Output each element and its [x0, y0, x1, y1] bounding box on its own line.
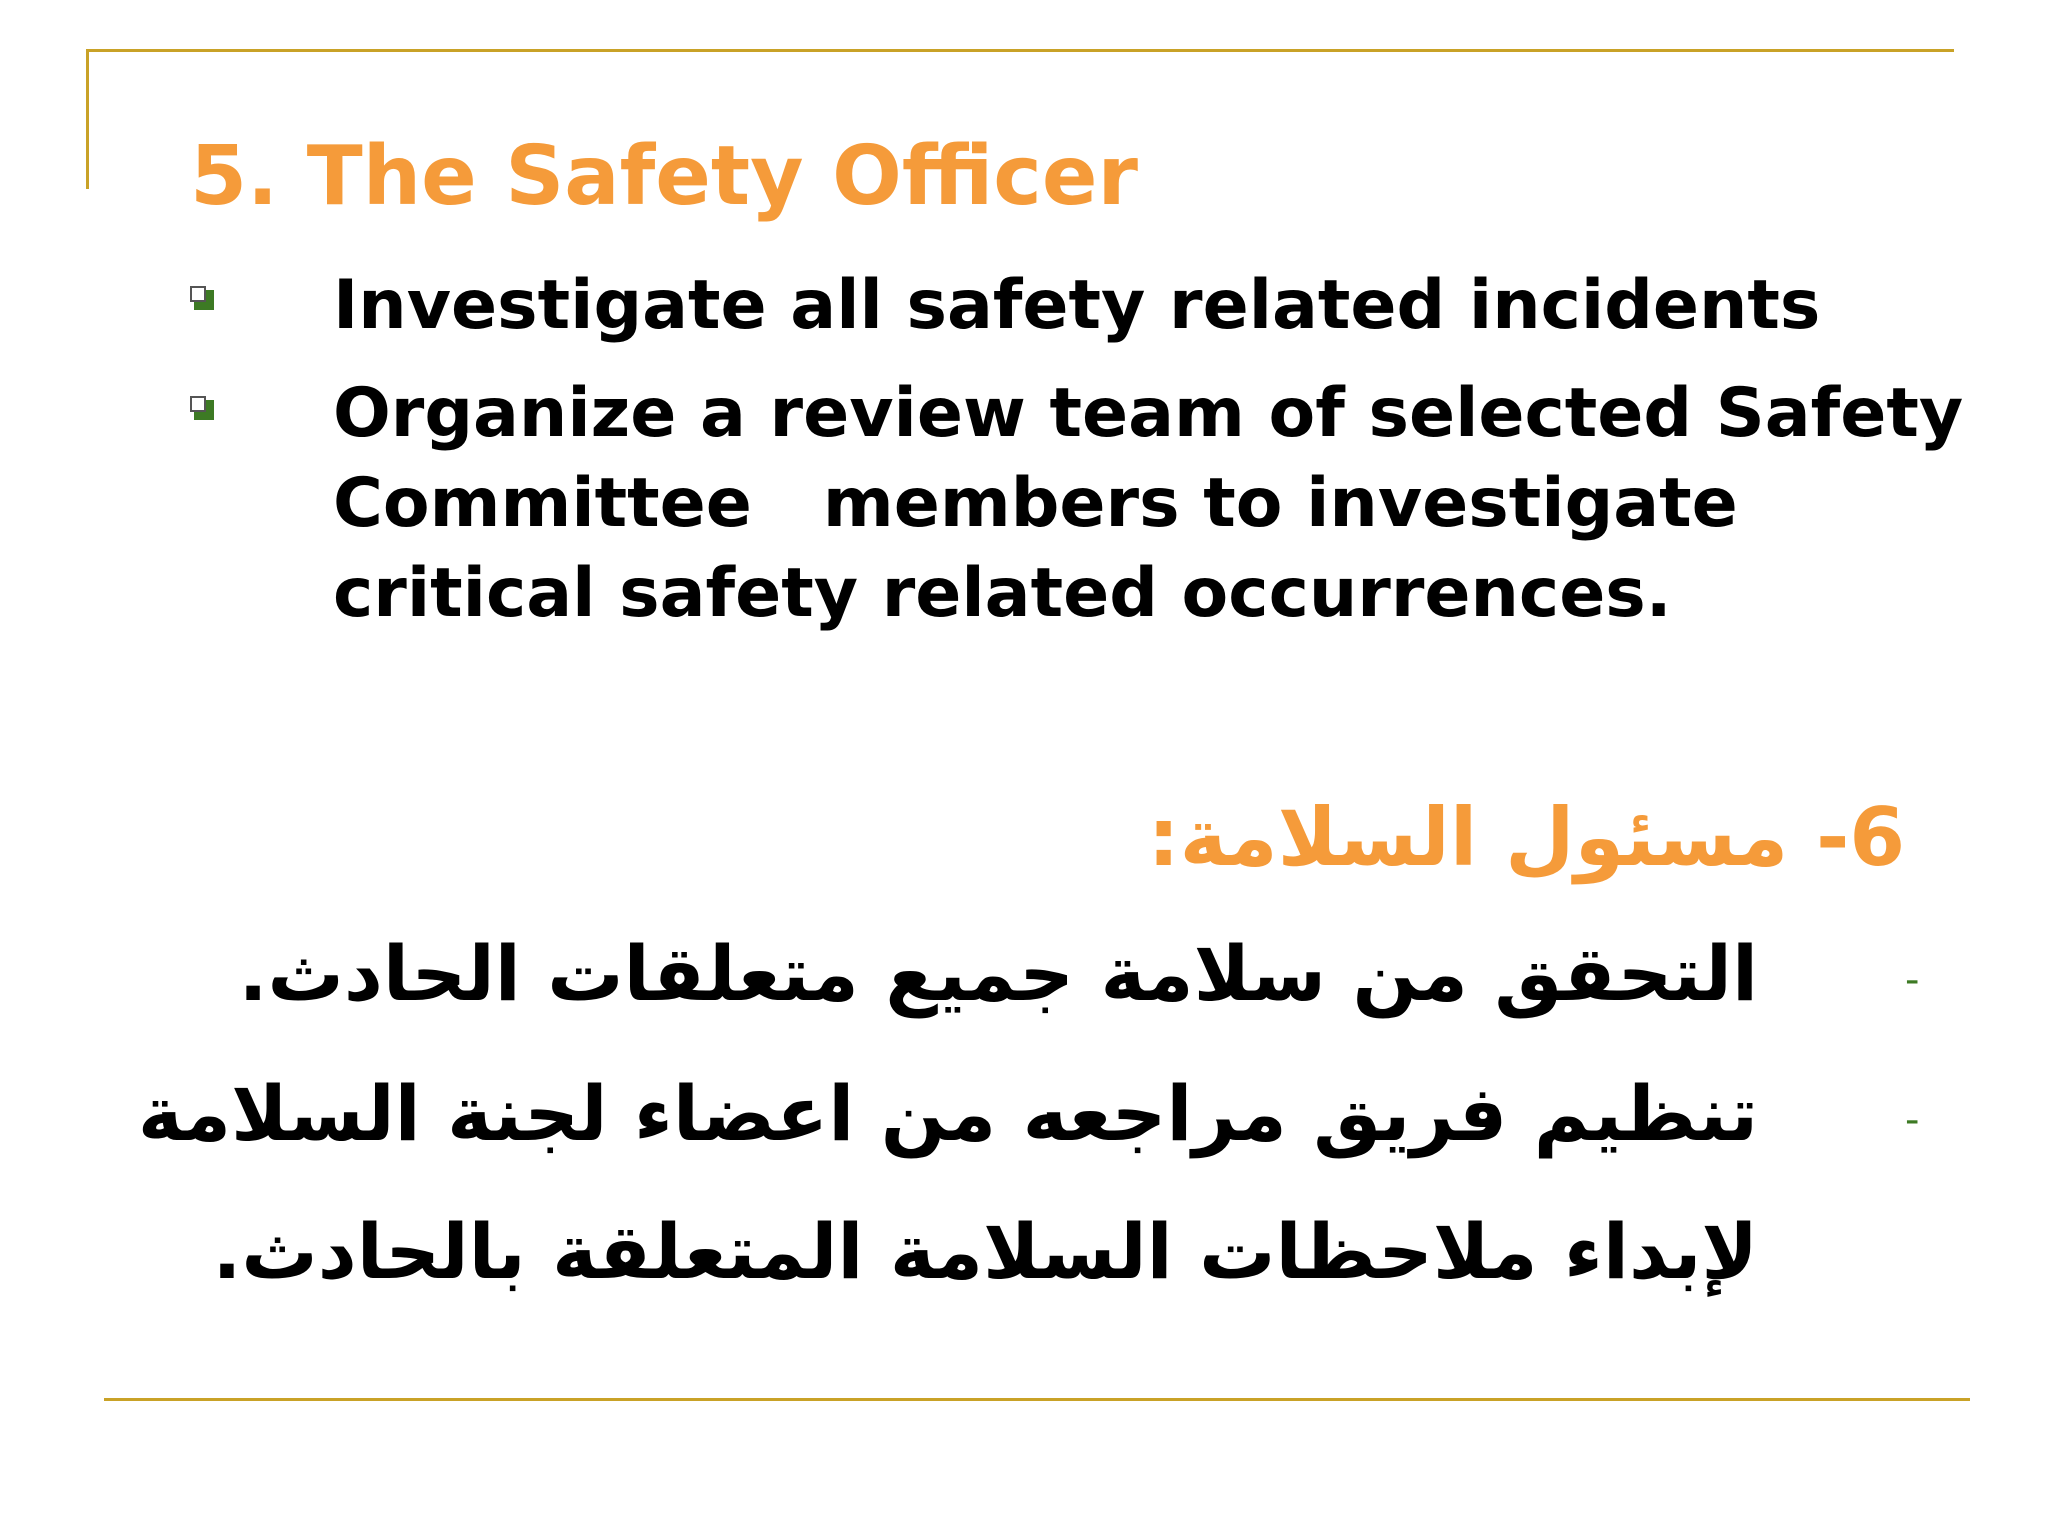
arabic-bullet-1-line-1: التحقق من سلامة جميع متعلقات الحادث. — [238, 929, 1758, 1018]
english-bullet-2 — [333, 369, 1963, 639]
slide-title: 5. The Safety Officer — [190, 129, 1138, 224]
arabic-bullet-2-line-1: تنظيم فريق مراجعه من اعضاء لجنة السلامة — [137, 1069, 1758, 1158]
english-bullet-2-line-3: critical safety related occurrences. — [333, 554, 1672, 633]
english-bullet-1-line-1: Investigate all safety related incidents — [333, 266, 1821, 345]
arabic-bullet-1 — [239, 905, 1758, 1043]
arabic-bullet-2-dash: - — [1905, 1097, 1920, 1143]
english-bullet-2-line-1: Organize a review team of selected Safety — [333, 374, 1964, 453]
arabic-bullet-2-line-2: لإبداء ملاحظات السلامة المتعلقة بالحادث. — [212, 1207, 1758, 1296]
english-bullet-2-line-2: Committee members to investigate — [333, 464, 1738, 543]
arabic-heading: 6- مسئول السلامة: — [1147, 791, 1905, 884]
frame-left-line — [86, 49, 89, 189]
square-bullet-icon — [190, 396, 214, 420]
square-bullet-icon — [190, 286, 214, 310]
arabic-bullet-2 — [138, 1045, 1758, 1321]
arabic-bullet-1-dash: - — [1905, 957, 1920, 1003]
frame-top-line — [86, 49, 1954, 52]
frame-bottom-line — [104, 1398, 1970, 1401]
english-bullet-1 — [333, 261, 1820, 351]
